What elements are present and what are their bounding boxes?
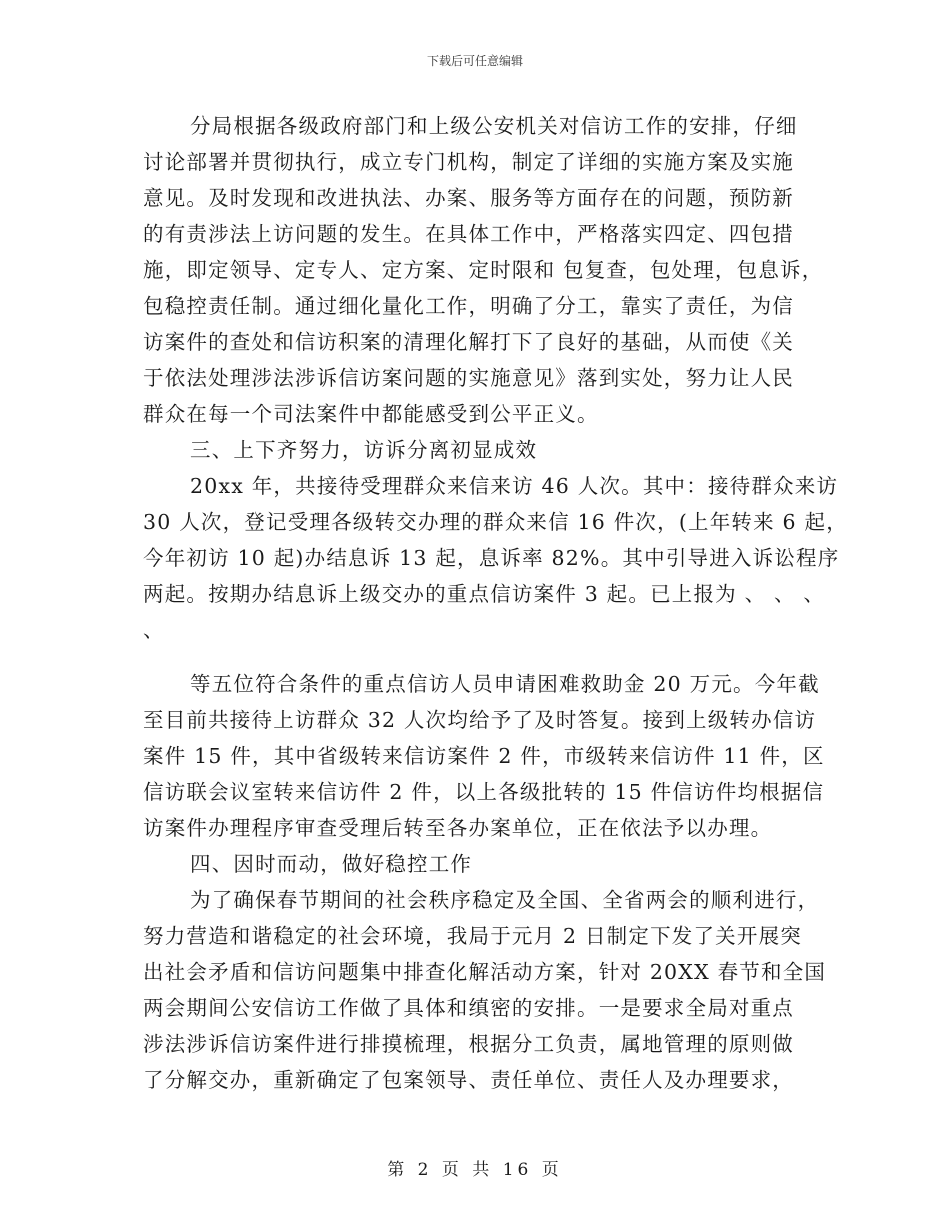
text-line: 施，即定领导、定专人、定方案、定时限和 包复查，包处理，包息诉， (143, 258, 824, 282)
text-line: 的有责涉法上访问题的发生。在具体工作中，严格落实四定、四包措 (143, 222, 794, 246)
section-heading: 四、因时而动，做好稳控工作 (190, 852, 473, 876)
text-line: 为了确保春节期间的社会秩序稳定及全国、全省两会的顺利进行， (190, 888, 820, 912)
text-line: 等五位符合条件的重点信访人员申请困难救助金 20 万元。今年截 (190, 672, 820, 696)
page-header: 下载后可任意编辑 (426, 54, 523, 68)
text-line: 案件 15 件，其中省级转来信访案件 2 件，市级转来信访件 11 件，区 (143, 744, 825, 768)
text-line: 20xx 年，共接待受理群众来信来访 46 人次。其中：接待群众来访 (190, 474, 839, 498)
text-line: 两会期间公安信访工作做了具体和缜密的安排。一是要求全局对重点 (143, 996, 794, 1020)
text-line: 信访联会议室转来信访件 2 件，以上各级批转的 15 件信访件均根据信 (143, 780, 825, 804)
text-line: 两起。按期办结息诉上级交办的重点信访案件 3 起。已上报为 、 、 、 (143, 582, 826, 606)
text-line: 至目前共接待上访群众 32 人次均给予了及时答复。接到上级转办信访 (143, 708, 817, 732)
text-line: 涉法涉诉信访案件进行排摸梳理，根据分工负责，属地管理的原则做 (143, 1032, 794, 1056)
section-heading: 三、上下齐努力，访诉分离初显成效 (190, 438, 538, 462)
text-line: 讨论部署并贯彻执行，成立专门机构，制定了详细的实施方案及实施 (143, 150, 794, 174)
text-line: 努力营造和谐稳定的社会环境，我局于元月 2 日制定下发了关开展突 (143, 924, 802, 948)
text-line: 出社会矛盾和信访问题集中排查化解活动方案，针对 20XX 春节和全国 (143, 960, 827, 984)
text-line: 群众在每一个司法案件中都能感受到公平正义。 (143, 402, 599, 426)
text-line: 今年初访 10 起)办结息诉 13 起，息诉率 82%。其中引导进入诉讼程序 (143, 546, 840, 570)
text-line: 访案件的查处和信访积案的清理化解打下了良好的基础，从而使《关 (143, 330, 794, 354)
text-line: 、 (143, 618, 165, 642)
text-line: 意见。及时发现和改进执法、办案、服务等方面存在的问题，预防新 (143, 186, 794, 210)
text-line: 于依法处理涉法涉诉信访案问题的实施意见》落到实处，努力让人民 (143, 366, 794, 390)
page-footer: 第 2 页 共 16 页 (387, 1160, 563, 1180)
text-line: 30 人次，登记受理各级转交办理的群众来信 16 件次，(上年转来 6 起， (143, 510, 848, 534)
text-line: 了分解交办，重新确定了包案领导、责任单位、责任人及办理要求， (143, 1068, 794, 1092)
text-line: 分局根据各级政府部门和上级公安机关对信访工作的安排，仔细 (190, 114, 798, 138)
text-line: 包稳控责任制。通过细化量化工作，明确了分工，靠实了责任，为信 (143, 294, 794, 318)
text-line: 访案件办理程序审查受理后转至各办案单位，正在依法予以办理。 (143, 816, 773, 840)
